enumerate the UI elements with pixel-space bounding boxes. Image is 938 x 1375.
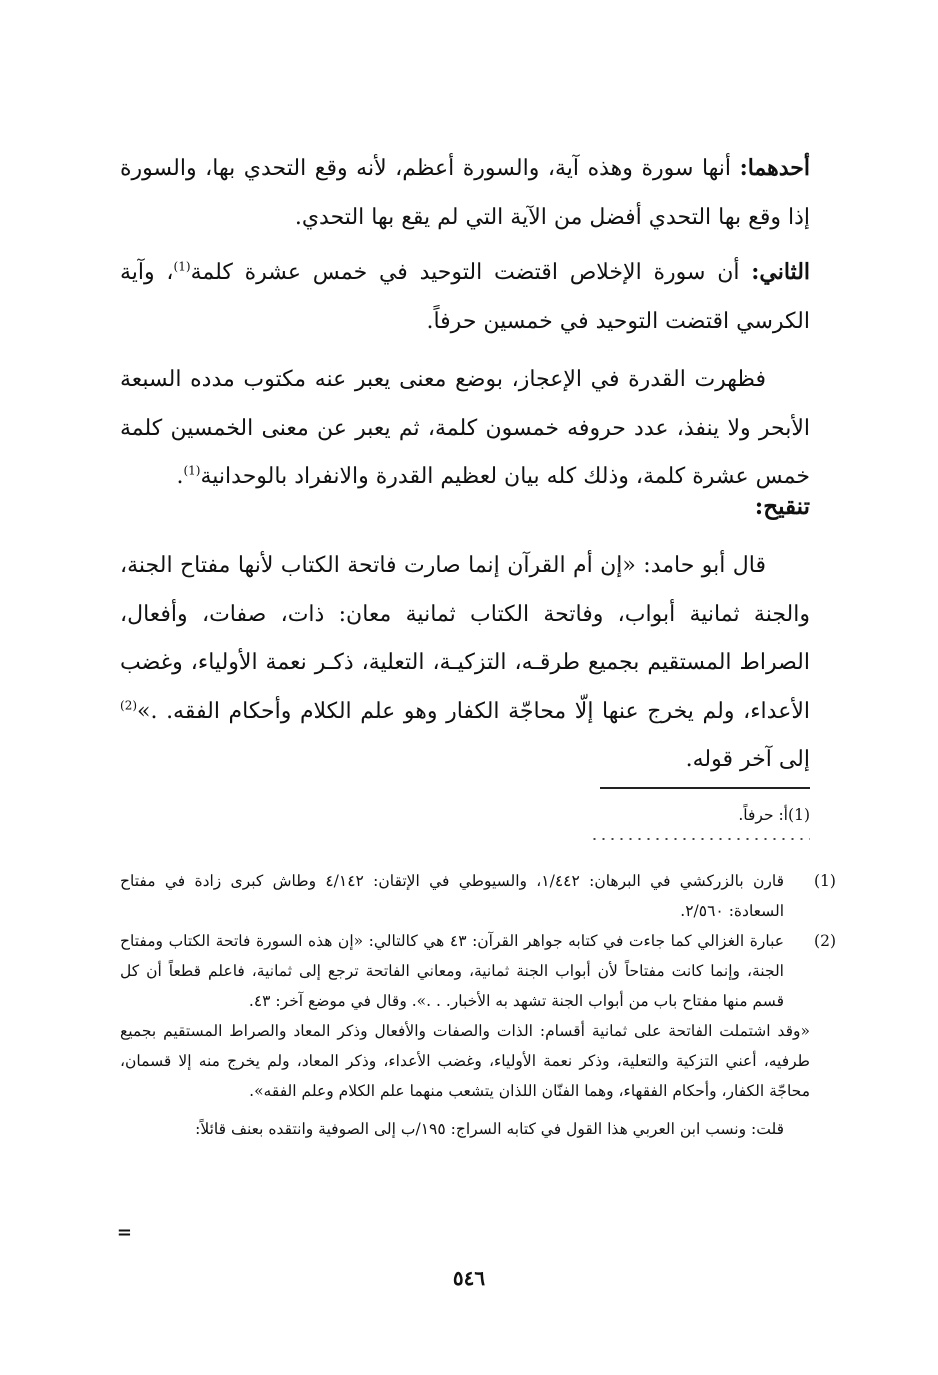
section-heading: تنقيح: [754,493,810,520]
paragraph-lead: أحدهما: [739,155,810,181]
paragraph-end: . [176,464,184,489]
footnote-text: «وقد اشتملت الفاتحة على ثمانية أقسام: الذات والصفات والأفعال وذكر المعاد والصراط المستقيم بجميع طرفيه، أعني التزكية والتعلية، وذكر نعمة الأولياء، وغضب الأعداء، وذكر المعاد، ولم يخرج منه إلا قسمان، محاجّة الكفار، وأحكام الفقهاء، وهما الفنّان اللذان يتشعب منهما علم الكلام وعلم الفقه». [120,1022,810,1100]
paragraph-lead: الثاني: [751,259,811,285]
variant-note-text: أ: حرفاً. [738,806,788,824]
variant-note [120,800,810,830]
paragraph-abu-hamid-quote [120,542,810,785]
footnote-2-comment [120,1114,810,1144]
paragraph-text: أنها سورة وهذه آية، والسورة أعظم، لأنه وقع التحدي بها، والسورة إذا وقع بها التحدي أفضل من الآية التي لم يقع بها التحدي. [120,156,810,230]
footnote-2-quote [120,1016,810,1106]
footnote-text: عبارة الغزالي كما جاءت في كتابه جواهر القرآن: ٤٣ هي كالتالي: «إن هذه السورة فاتحة الكتاب ومفتاح الجنة، وإنما كانت مفتاحاً لأن أبواب الجنة ثمانية، ومعاني الفاتحة ترجع إلى ثمانية، فاعلم قطعاً أن كل قسم منها مفتاح باب من أبواب الجنة تشهد به الأخبار. . .». وقال في موضع آخر: ٤٣. [120,932,784,1010]
main-text-lower [120,542,810,785]
footnote-number: (2) [814,932,836,950]
footnote-text: قارن بالزركشي في البرهان: ١/٤٤٢، والسيوطي في الإتقان: ٤/١٤٢ وطاش كبرى زادة في مفتاح السعادة: ٢/٥٦٠. [120,872,784,920]
footnote-reference: (1) [173,259,191,274]
footnotes [120,866,836,1144]
footnote-text: قلت: ونسب ابن العربي هذا القول في كتابه السراج: ١٩٥/ب إلى الصوفية وانتقده بعنف قائلاً: [195,1120,784,1138]
footnote-reference: (2) [120,698,138,713]
paragraph-miracle [120,356,810,502]
main-text-upper [120,144,810,502]
paragraph-text: أن سورة الإخلاص اقتضت التوحيد في خمس عشرة كلمة [190,260,752,285]
paragraph-end: إلى آخر قوله. [685,747,810,772]
page-number: ٥٤٦ [452,1266,486,1290]
paragraph-text: قال أبو حامد: «إن أم القرآن إنما صارت فاتحة الكتاب لأنها مفتاح الجنة، والجنة ثمانية أبواب، وفاتحة الكتاب ثمانية معان: ذات، صفات، وأفعال، الصراط المستقيم بجميع طرقـه، التزكيـة، التعلية، ذكـر نعمة الأولياء، وغضب الأعداء، ولم يخرج عنها إلّا محاجّة الكفار وهو علم الكلام وأحكام الفقه. .» [120,553,810,724]
paragraph-text: فظهرت القدرة في الإعجاز، بوضع معنى يعبر عنه مكتوب مدده السبعة الأبحر ولا ينفذ، عدد حروفه خمسون كلمة، ثم يعبر عن معنى الخمسين كلمة خمس عشرة كلمة، وذلك كله بيان لعظيم القدرة والانفراد بالوحدانية [120,367,810,489]
paragraph-first-point [120,144,810,242]
paragraph-second-point [120,248,810,346]
footnote-separator [600,787,810,789]
footnote-1 [120,866,836,926]
continuation-mark: = [116,1222,132,1243]
footnote-reference: (1) [183,463,201,478]
footnote-2 [120,926,836,1016]
dotted-separator [590,838,810,840]
paragraph-text: ، وآية الكرسي اقتضت التوحيد في خمسين حرفاً. [120,260,810,334]
variant-notes [120,800,810,830]
variant-note-number: (1) [788,806,810,824]
footnote-number: (1) [813,872,836,890]
